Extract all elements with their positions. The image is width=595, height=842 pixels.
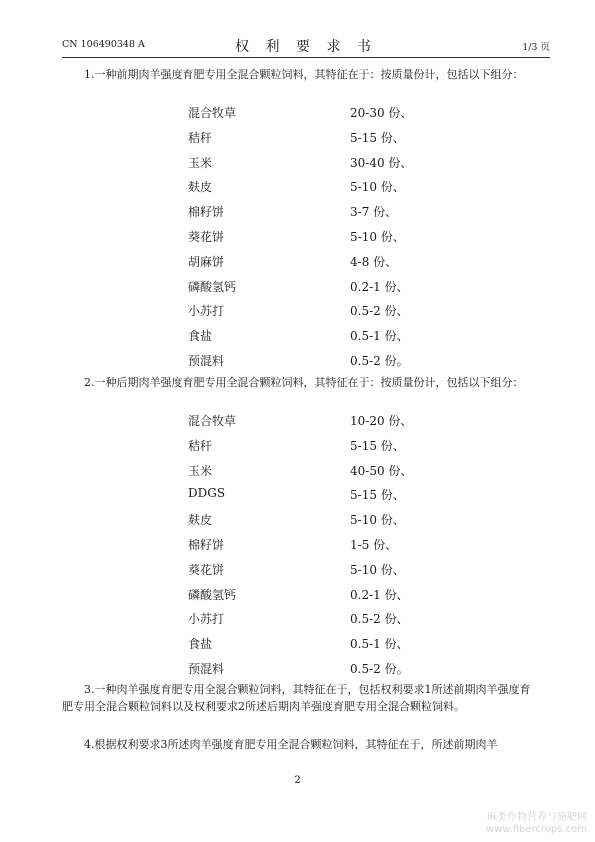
watermark-url: www.fibercrops.com (485, 824, 587, 835)
page-number: 2 (294, 775, 301, 786)
component-amount: 30-40 份、 (350, 155, 413, 170)
component-name: 秸秆 (188, 438, 213, 453)
claim-3: 3.一种肉羊强度育肥专用全混合颗粒饲料，其特征在于，包括权利要求1所述前期肉羊强度育肥专用全混合颗粒饲料以及权利要求2所述后期肉羊强度育肥专用全混合颗粒饲料。 (62, 683, 531, 713)
component-amount: 10-20 份、 (350, 414, 413, 428)
component-amount: 0.2-1 份、 (350, 587, 409, 602)
component-name: 葵花饼 (188, 230, 225, 244)
component-amount: 0.5-2 份、 (350, 304, 409, 319)
header-rule (62, 57, 550, 58)
component-name: 麸皮 (188, 513, 213, 528)
component-name: 葵花饼 (188, 562, 225, 577)
component-name: 磷酸氢钙 (188, 279, 237, 294)
component-amount: 1-5 份、 (350, 538, 398, 552)
component-amount: 5-15 份、 (350, 488, 405, 503)
document-title: 权 利 要 求 书 (235, 39, 377, 55)
component-name: 秸秆 (188, 130, 213, 145)
component-name: DDGS (188, 486, 226, 501)
component-name: 麸皮 (188, 180, 213, 195)
component-amount: 0.5-2 份、 (350, 612, 409, 627)
component-amount: 5-10 份、 (350, 562, 405, 577)
component-name: 预混料 (188, 354, 225, 368)
component-amount: 0.5-2 份。 (350, 354, 409, 368)
component-amount: 0.5-2 份。 (350, 662, 409, 676)
component-amount: 40-50 份、 (350, 463, 413, 478)
watermark (486, 812, 587, 836)
claim-4: 4.根据权利要求3所述肉羊强度育肥专用全混合颗粒饲料，其特征在于，所述前期肉羊 (84, 738, 498, 751)
component-amount: 5-10 份、 (350, 230, 405, 244)
document-number: CN 106490348 A (62, 39, 145, 50)
page-indicator: 1/3 页 (522, 42, 550, 53)
watermark-site-name: 麻类作物营养与施肥网 (487, 812, 587, 823)
component-amount: 5-15 份、 (350, 438, 405, 453)
component-name: 混合牧草 (188, 414, 237, 428)
component-name: 棉籽饼 (188, 205, 225, 220)
component-name: 食盐 (188, 637, 213, 652)
component-name: 小苏打 (188, 304, 225, 319)
component-name: 预混料 (188, 662, 225, 676)
component-name: 小苏打 (188, 612, 225, 627)
component-amount: 0.5-1 份、 (350, 637, 409, 652)
component-name: 玉米 (188, 463, 213, 478)
component-name: 食盐 (188, 329, 213, 344)
component-amount: 4-8 份、 (350, 254, 398, 269)
component-name: 混合牧草 (188, 106, 237, 120)
component-amount: 0.2-1 份、 (350, 279, 409, 294)
component-name: 磷酸氢钙 (188, 587, 237, 602)
component-name: 胡麻饼 (188, 254, 225, 269)
component-amount: 5-10 份、 (350, 513, 405, 528)
component-amount: 5-15 份、 (350, 130, 405, 145)
component-name: 棉籽饼 (188, 538, 225, 552)
component-amount: 20-30 份、 (350, 106, 413, 120)
claim-1-intro: 1.一种前期肉羊强度育肥专用全混合颗粒饲料，其特征在于：按质量份计，包括以下组分： (84, 68, 524, 81)
claim-2-intro: 2.一种后期肉羊强度育肥专用全混合颗粒饲料，其特征在于：按质量份计，包括以下组分： (84, 376, 524, 389)
component-amount: 3-7 份、 (350, 205, 398, 220)
component-amount: 0.5-1 份、 (350, 329, 409, 344)
component-amount: 5-10 份、 (350, 180, 405, 195)
component-name: 玉米 (188, 155, 213, 170)
